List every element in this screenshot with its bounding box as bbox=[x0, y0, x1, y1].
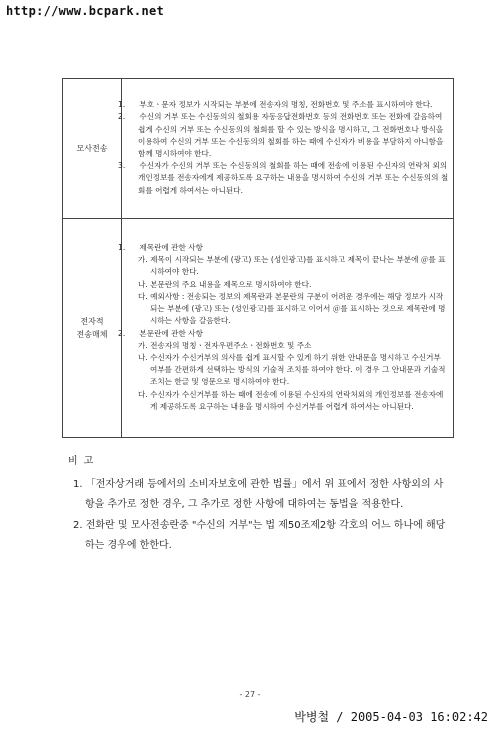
page-number: - 27 - bbox=[239, 690, 261, 699]
note-item: 2. 전화란 및 모사전송란중 "수신의 거부"는 법 제50조제2항 각호의 어느 하나에 해당하는 경우에 한한다. bbox=[73, 519, 446, 551]
regulation-table bbox=[62, 78, 454, 438]
row-header: 모사전송 bbox=[63, 79, 122, 219]
author-timestamp: 박병철 / 2005-04-03 16:02:42 bbox=[294, 710, 488, 724]
note-item: 1. 「전자상거래 등에서의 소비자보호에 관한 법률」에서 위 표에서 정한 사항외의 사항을 추가로 정한 경우, 그 추가로 정한 사항에 대하여는 동법을 적용한다. bbox=[73, 478, 444, 510]
notes-section bbox=[68, 452, 448, 557]
row-content bbox=[118, 219, 454, 438]
list-item: 2. 수신의 거부 또는 수신동의의 철회용 자동응답전화번호 등의 전화번호 또는 전화에 갈음하여 쉽게 수신의 거부 또는 수신동의의 철회를 할 수 있는 방식을 명시하고, 그 전화번호나 방식을 이용하여 수신의 거부 또는 수신동의의 철회를 하는 때에 수신자가 비용을 부담하지 아니함을 함께 명시하여야 한다. bbox=[118, 112, 444, 158]
row-header: 전자적 전송매체 bbox=[63, 219, 122, 438]
row-content bbox=[118, 79, 454, 219]
table-row bbox=[63, 79, 454, 219]
table-row bbox=[63, 219, 454, 438]
notes-title: 비고 bbox=[68, 456, 100, 467]
list-item: 나. 수신자가 수신거부의 의사를 쉽게 표시할 수 있게 하기 위한 안내문을 명시하고 수신거부 여부를 간편하게 선택하는 방식의 기술적 조치를 하여야 한다. 이 경우 그 안내문과 기술적 조치는 한글 및 영문으로 명시하여야 한다. bbox=[138, 352, 446, 387]
list-item: 다. 예외사항 : 전송되는 정보의 제목란과 본문란의 구분이 어려운 경우에는 해당 정보가 시작되는 부분에 (광고) 또는 (성인광고)를 표시하고 이어서 ＠를 표시하는 것으로 제목란에 명시하는 사항을 갈음한다. bbox=[138, 291, 446, 326]
list-item: 가. 전송자의 명칭ㆍ전자우편주소ㆍ전화번호 및 주소 bbox=[138, 340, 312, 350]
list-item: 나. 본문란의 주요 내용을 제목으로 명시하여야 한다. bbox=[138, 279, 312, 289]
list-item: 3. 수신자가 수신의 거부 또는 수신동의의 철회를 하는 때에 전송에 이용된 수신자의 연락처 외의 개인정보를 전송자에게 제공하도록 요구하는 내용을 명시하여 수신의 거부 또는 수신동의의 철회를 어렵게 하여서는 아니된다. bbox=[118, 161, 449, 195]
watermark-url: http://www.bcpark.net bbox=[6, 4, 165, 18]
list-item: 가. 제목이 시작되는 부분에 (광고) 또는 (성인광고)를 표시하고 제목이 끝나는 부분에 ＠를 표시하여야 한다. bbox=[138, 255, 446, 277]
list-item: 1. 부호ㆍ문자 정보가 시작되는 부분에 전송자의 명칭, 전화번호 및 주소를 표시하여야 한다. bbox=[118, 100, 433, 110]
list-item: 다. 수신자가 수신거부를 하는 때에 전송에 이용된 수신자의 연락처외의 개인정보를 전송자에게 제공하도록 요구하는 내용을 명시하여 수신거부를 어렵게 하여서는 아니된다. bbox=[138, 389, 444, 411]
list-item: 2. 본문란에 관한 사항 bbox=[118, 328, 203, 338]
list-item: 1. 제목란에 관한 사항 bbox=[118, 243, 203, 253]
